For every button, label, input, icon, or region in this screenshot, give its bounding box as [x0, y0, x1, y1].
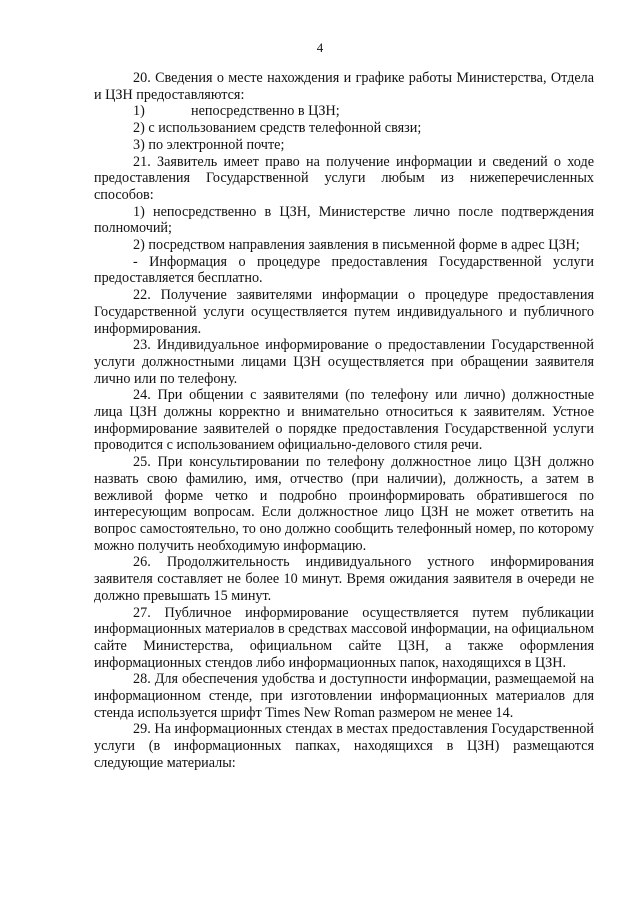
document-body [94, 70, 594, 772]
paragraph-28: 28. Для обеспечения удобства и доступности информации, размещаемой на информационном стенде, при изготовлении информационных материалов для стенда используется шрифт Times New Roman размером не менее 14. [94, 671, 594, 721]
paragraph-25: 25. При консультировании по телефону должностное лицо ЦЗН должно назвать свою фамилию, имя, отчество (при наличии), должность, а затем в вежливой форме четко и подробно проинформировать обратившегося по интересующим вопросам. Если должностное лицо ЦЗН не может ответить на вопрос самостоятельно, то оно должно сообщить телефонный номер, по которому можно получить необходимую информацию. [94, 454, 594, 554]
paragraph-27: 27. Публичное информирование осуществляется путем публикации информационных материалов в средствах массовой информации, на официальном сайте Министерства, официальном сайте ЦЗН, а также оформления информационных стендов либо информационных папок, находящихся в ЦЗН. [94, 604, 594, 671]
paragraph-23: 23. Индивидуальное информирование о предоставлении Государственной услуги должностными лицами ЦЗН осуществляется при обращении заявителя лично или по телефону. [94, 337, 594, 387]
list-marker: 1) [133, 103, 145, 120]
list-item-21-1: 1) непосредственно в ЦЗН, Министерстве лично после подтверждения полномочий; [94, 203, 594, 237]
list-item-3: 3) по электронной почте; [133, 136, 285, 153]
paragraph-24: 24. При общении с заявителями (по телефону или лично) должностные лица ЦЗН должны корректно и внимательно относиться к заявителям. Устное информирование заявителей о порядке предоставления Государственной услуги проводится с использованием официально-делового стиля речи. [94, 387, 594, 454]
list-item-21-2: 2) посредством направления заявления в письменной форме в адрес ЦЗН; [133, 237, 580, 254]
list-item-1 [94, 103, 594, 120]
paragraph-29: 29. На информационных стендах в местах предоставления Государственной услуги (в информационных папках, находящихся в ЦЗН) размещаются следующие материалы: [94, 721, 594, 771]
list-item-text: непосредственно в ЦЗН; [191, 103, 340, 120]
paragraph-20: 20. Сведения о месте нахождения и графике работы Министерства, Отдела и ЦЗН предоставляются: [94, 70, 594, 103]
list-item-2: 2) с использованием средств телефонной связи; [133, 120, 422, 137]
paragraph-26: 26. Продолжительность индивидуального устного информирования заявителя составляет не более 10 минут. Время ожидания заявителя в очереди не должно превышать 15 минут. [94, 554, 594, 604]
page-number: 4 [316, 40, 324, 55]
paragraph-21: 21. Заявитель имеет право на получение информации и сведений о ходе предоставления Государственной услуги любым из нижеперечисленных способов: [94, 153, 594, 203]
paragraph-22: 22. Получение заявителями информации о процедуре предоставления Государственной услуги осуществляется путем индивидуального и публичного информирования. [94, 287, 594, 337]
info-free-note: - Информация о процедуре предоставления Государственной услуги предоставляется бесплатно. [94, 253, 594, 287]
